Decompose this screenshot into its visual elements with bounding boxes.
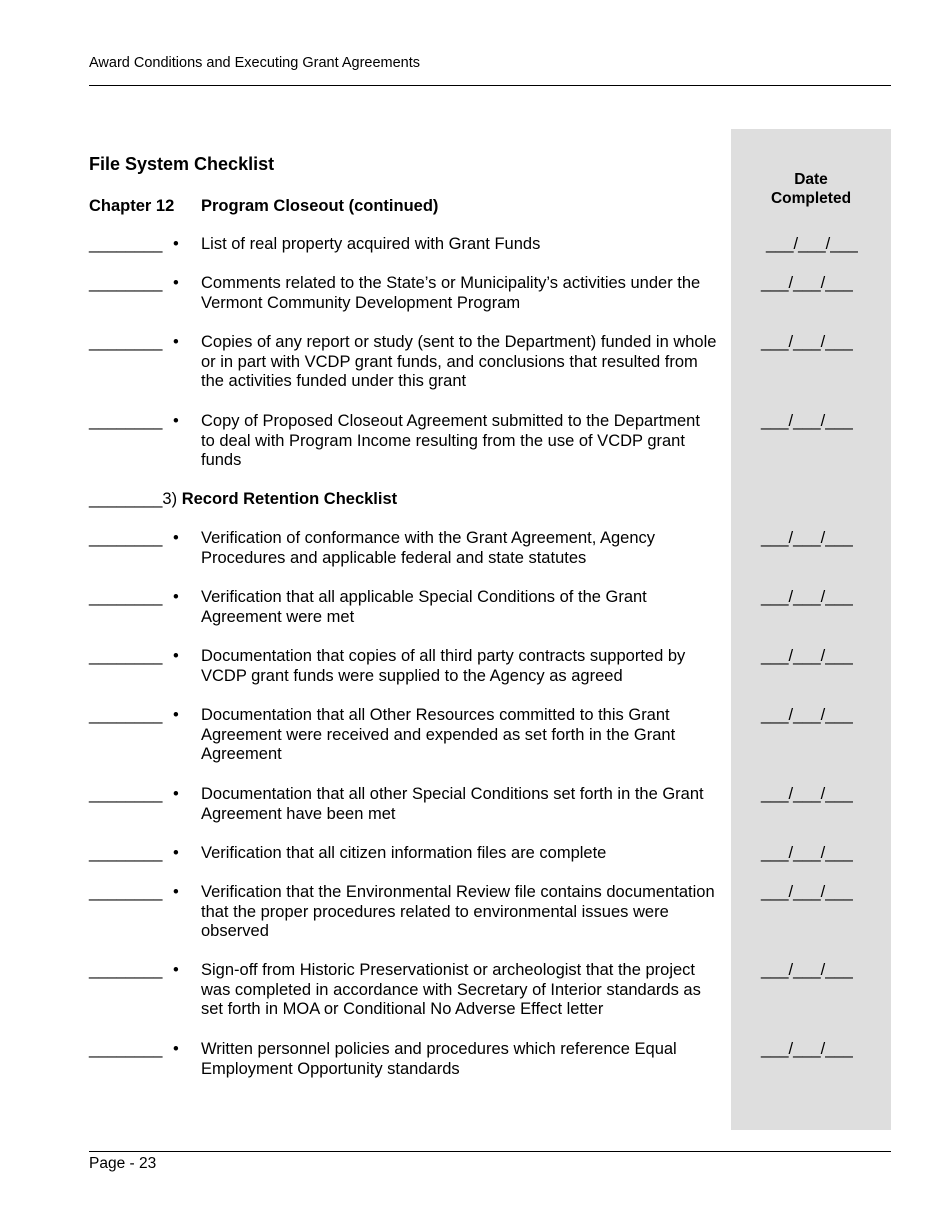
date-blank[interactable]: ___/___/___ [761,1040,853,1058]
item-text: Verification that all applicable Special Conditions of the Grant Agreement were met [201,588,647,626]
date-blank[interactable]: ___/___/___ [761,274,853,292]
section-initials-blank[interactable]: ________ [89,490,163,508]
header-rule [89,85,891,86]
date-blank[interactable]: ___/___/___ [761,588,853,606]
date-blank[interactable]: ___/___/___ [761,785,853,803]
bullet: • [173,844,179,862]
bullet: • [173,274,179,292]
footer-rule [89,1151,891,1152]
date-blank[interactable]: ___/___/___ [761,647,853,665]
item-text: Written personnel policies and procedures which reference Equal Employment Opportunity standards [201,1040,677,1078]
initials-blank[interactable]: ________ [89,412,163,430]
bullet: • [173,883,179,901]
date-blank[interactable]: ___/___/___ [761,961,853,979]
date-blank[interactable]: ___/___/___ [761,844,853,862]
item-text: Documentation that all Other Resources committed to this Grant Agreement were received and expended as set forth in the Grant Agreement [201,706,676,763]
bullet: • [173,785,179,803]
chapter-title: Program Closeout (continued) [201,197,439,215]
running-header: Award Conditions and Executing Grant Agreements [89,55,421,71]
initials-blank[interactable]: ________ [89,785,163,803]
date-blank[interactable]: ___/___/___ [761,333,853,351]
section-heading [89,490,397,509]
initials-blank[interactable]: ________ [89,333,163,351]
item-text: Documentation that all other Special Conditions set forth in the Grant Agreement have been met [201,785,704,823]
initials-blank[interactable]: ________ [89,844,163,862]
bullet: • [173,588,179,606]
initials-blank[interactable]: ________ [89,706,163,724]
date-blank[interactable]: ___/___/___ [761,706,853,724]
bullet: • [173,333,179,351]
date-blank[interactable]: ___/___/___ [761,883,853,901]
initials-blank[interactable]: ________ [89,588,163,606]
item-text: List of real property acquired with Grant Funds [201,235,541,253]
page-title: File System Checklist [89,154,275,174]
bullet: • [173,706,179,724]
bullet: • [173,235,179,253]
section-title: Record Retention Checklist [181,490,398,508]
bullet: • [173,961,179,979]
date-completed-heading [731,170,891,208]
item-text: Copy of Proposed Closeout Agreement submitted to the Department to deal with Program Income resulting from the use of VCDP grant funds [201,412,700,469]
initials-blank[interactable]: ________ [89,961,163,979]
bullet: • [173,529,179,547]
initials-blank[interactable]: ________ [89,235,163,253]
bullet: • [173,1040,179,1058]
item-text: Documentation that copies of all third party contracts supported by VCDP grant funds were supplied to the Agency as agreed [201,647,686,685]
initials-blank[interactable]: ________ [89,647,163,665]
item-text: Sign-off from Historic Preservationist or archeologist that the project was completed in accordance with Secretary of Interior standards as set forth in MOA or Conditional No Adverse Effect letter [201,961,701,1018]
item-text: Verification that all citizen information files are complete [201,844,607,862]
bullet: • [173,647,179,665]
initials-blank[interactable]: ________ [89,274,163,292]
item-text: Verification that the Environmental Review file contains documentation that the proper procedures related to environmental issues were observed [201,883,715,940]
item-text: Comments related to the State’s or Municipality’s activities under the Vermont Community Development Program [201,274,701,312]
page-number: Page - 23 [89,1155,157,1172]
chapter-number: Chapter 12 [89,197,175,215]
date-heading-line2: Completed [770,190,852,207]
section-number: 3) [162,490,178,508]
initials-blank[interactable]: ________ [89,529,163,547]
bullet: • [173,412,179,430]
date-blank[interactable]: ___/___/___ [761,412,853,430]
date-blank[interactable]: ___/___/___ [766,235,858,253]
item-text: Copies of any report or study (sent to the Department) funded in whole or in part with VCDP grant funds, and conclusions that resulted from the activities funded under this grant [201,333,717,390]
initials-blank[interactable]: ________ [89,1040,163,1058]
item-text: Verification of conformance with the Grant Agreement, Agency Procedures and applicable federal and state statutes [201,529,655,567]
initials-blank[interactable]: ________ [89,883,163,901]
date-heading-line1: Date [794,171,828,188]
date-blank[interactable]: ___/___/___ [761,529,853,547]
